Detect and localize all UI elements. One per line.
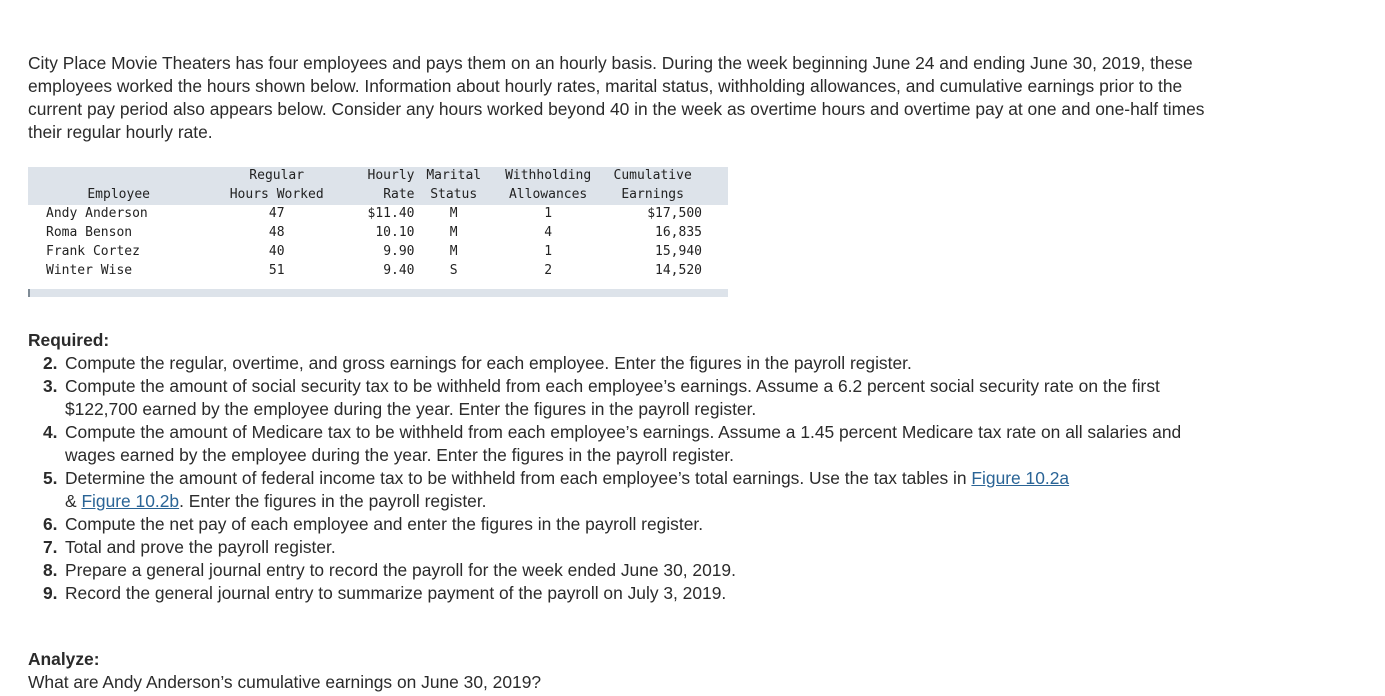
cell-cumulative: 15,940 bbox=[655, 244, 702, 259]
item-number: 4. bbox=[43, 422, 58, 442]
cell-status: M bbox=[449, 244, 458, 259]
cell-hours: 40 bbox=[268, 244, 285, 259]
cell-hours: 51 bbox=[268, 263, 285, 278]
cell-status: M bbox=[449, 225, 458, 240]
item-number: 9. bbox=[43, 583, 58, 603]
table-footer-bar bbox=[28, 289, 728, 297]
item-text: Compute the regular, overtime, and gross earnings for each employee. Enter the figures in the payroll register. bbox=[65, 353, 912, 373]
item-text-amp: & bbox=[65, 491, 82, 511]
item-text: Compute the net pay of each employee and enter the figures in the payroll register. bbox=[65, 514, 704, 534]
cell-employee: Roma Benson bbox=[46, 225, 133, 240]
header-allowances: Withholding Allowances bbox=[505, 168, 592, 202]
list-item bbox=[28, 467, 1228, 513]
cell-cumulative: 16,835 bbox=[655, 225, 702, 240]
item-number: 6. bbox=[43, 514, 58, 534]
cell-hours: 47 bbox=[268, 206, 285, 221]
cell-status: M bbox=[449, 206, 458, 221]
required-section bbox=[28, 329, 1228, 605]
analyze-section bbox=[28, 648, 541, 694]
header-hours: Regular Hours Worked bbox=[229, 168, 324, 202]
employee-table-container bbox=[28, 167, 728, 297]
analyze-heading: Analyze: bbox=[28, 649, 100, 669]
list-item bbox=[28, 582, 1228, 605]
table-header-row bbox=[28, 167, 728, 204]
required-list bbox=[28, 352, 1228, 605]
cell-rate: 10.10 bbox=[375, 225, 415, 240]
cell-allowances: 1 bbox=[544, 206, 553, 221]
list-item bbox=[28, 375, 1228, 421]
item-text: . Enter the figures in the payroll register. bbox=[179, 491, 487, 511]
item-text: Determine the amount of federal income tax to be withheld from each employee’s total earnings. Use the tax tables in bbox=[65, 468, 972, 488]
header-status: Marital Status bbox=[426, 168, 482, 202]
list-item bbox=[28, 421, 1228, 467]
analyze-question: What are Andy Anderson’s cumulative earnings on June 30, 2019? bbox=[28, 672, 542, 692]
intro-paragraph: City Place Movie Theaters has four employees and pays them on an hourly basis. During the week beginning June 24 and ending June 30, 2019, these employees worked the hours shown below. Information about hourly rates, marital status, withholding allowances, and cumulative earnings prior to the current pay period also appears below. Consider any hours worked beyond 40 in the week as overtime hours and overtime pay at one and one-half times their regular hourly rate. bbox=[28, 53, 1205, 142]
list-item bbox=[28, 513, 1228, 536]
item-text: Prepare a general journal entry to record the payroll for the week ended June 30, 2019. bbox=[65, 560, 736, 580]
item-number: 5. bbox=[43, 468, 58, 488]
cell-rate: 9.40 bbox=[383, 263, 415, 278]
header-rate: Hourly Rate bbox=[367, 168, 415, 202]
item-number: 2. bbox=[43, 353, 58, 373]
item-number: 3. bbox=[43, 376, 58, 396]
table-row bbox=[28, 223, 728, 242]
list-item bbox=[28, 536, 1228, 559]
item-number: 8. bbox=[43, 560, 58, 580]
item-text: Compute the amount of social security tax to be withheld from each employee’s earnings. Assume a 6.2 percent social security rate on the first $122,700 earned by the employee during the year. Enter the figures in the payroll register. bbox=[65, 376, 1160, 419]
header-cumulative: Cumulative Earnings bbox=[613, 168, 692, 202]
header-employee: Employee bbox=[87, 186, 150, 202]
cell-employee: Winter Wise bbox=[46, 263, 133, 278]
item-text: Compute the amount of Medicare tax to be withheld from each employee’s earnings. Assume a 1.45 percent Medicare tax rate on all salaries and wages earned by the employee during the year. Enter the figures in the payroll register. bbox=[65, 422, 1182, 465]
cell-rate: $11.40 bbox=[367, 206, 415, 221]
cell-cumulative: 14,520 bbox=[655, 263, 702, 278]
table-row bbox=[28, 242, 728, 261]
cell-allowances: 1 bbox=[544, 244, 553, 259]
cell-employee: Frank Cortez bbox=[46, 244, 140, 259]
item-text: Total and prove the payroll register. bbox=[65, 537, 336, 557]
list-item bbox=[28, 352, 1228, 375]
list-item bbox=[28, 559, 1228, 582]
table-row bbox=[28, 204, 728, 223]
item-number: 7. bbox=[43, 537, 58, 557]
cell-allowances: 4 bbox=[544, 225, 553, 240]
figure-10-2b-link[interactable]: Figure 10.2b bbox=[81, 491, 180, 511]
cell-allowances: 2 bbox=[544, 263, 553, 278]
item-text: Record the general journal entry to summarize payment of the payroll on July 3, 2019. bbox=[65, 583, 727, 603]
table-row bbox=[28, 261, 728, 280]
cell-employee: Andy Anderson bbox=[46, 206, 148, 221]
cell-rate: 9.90 bbox=[383, 244, 415, 259]
required-heading: Required: bbox=[28, 330, 110, 350]
cell-status: S bbox=[449, 263, 458, 278]
employee-table bbox=[28, 167, 728, 280]
figure-10-2a-link[interactable]: Figure 10.2a bbox=[971, 468, 1070, 488]
cell-cumulative: $17,500 bbox=[647, 206, 702, 221]
cell-hours: 48 bbox=[268, 225, 285, 240]
